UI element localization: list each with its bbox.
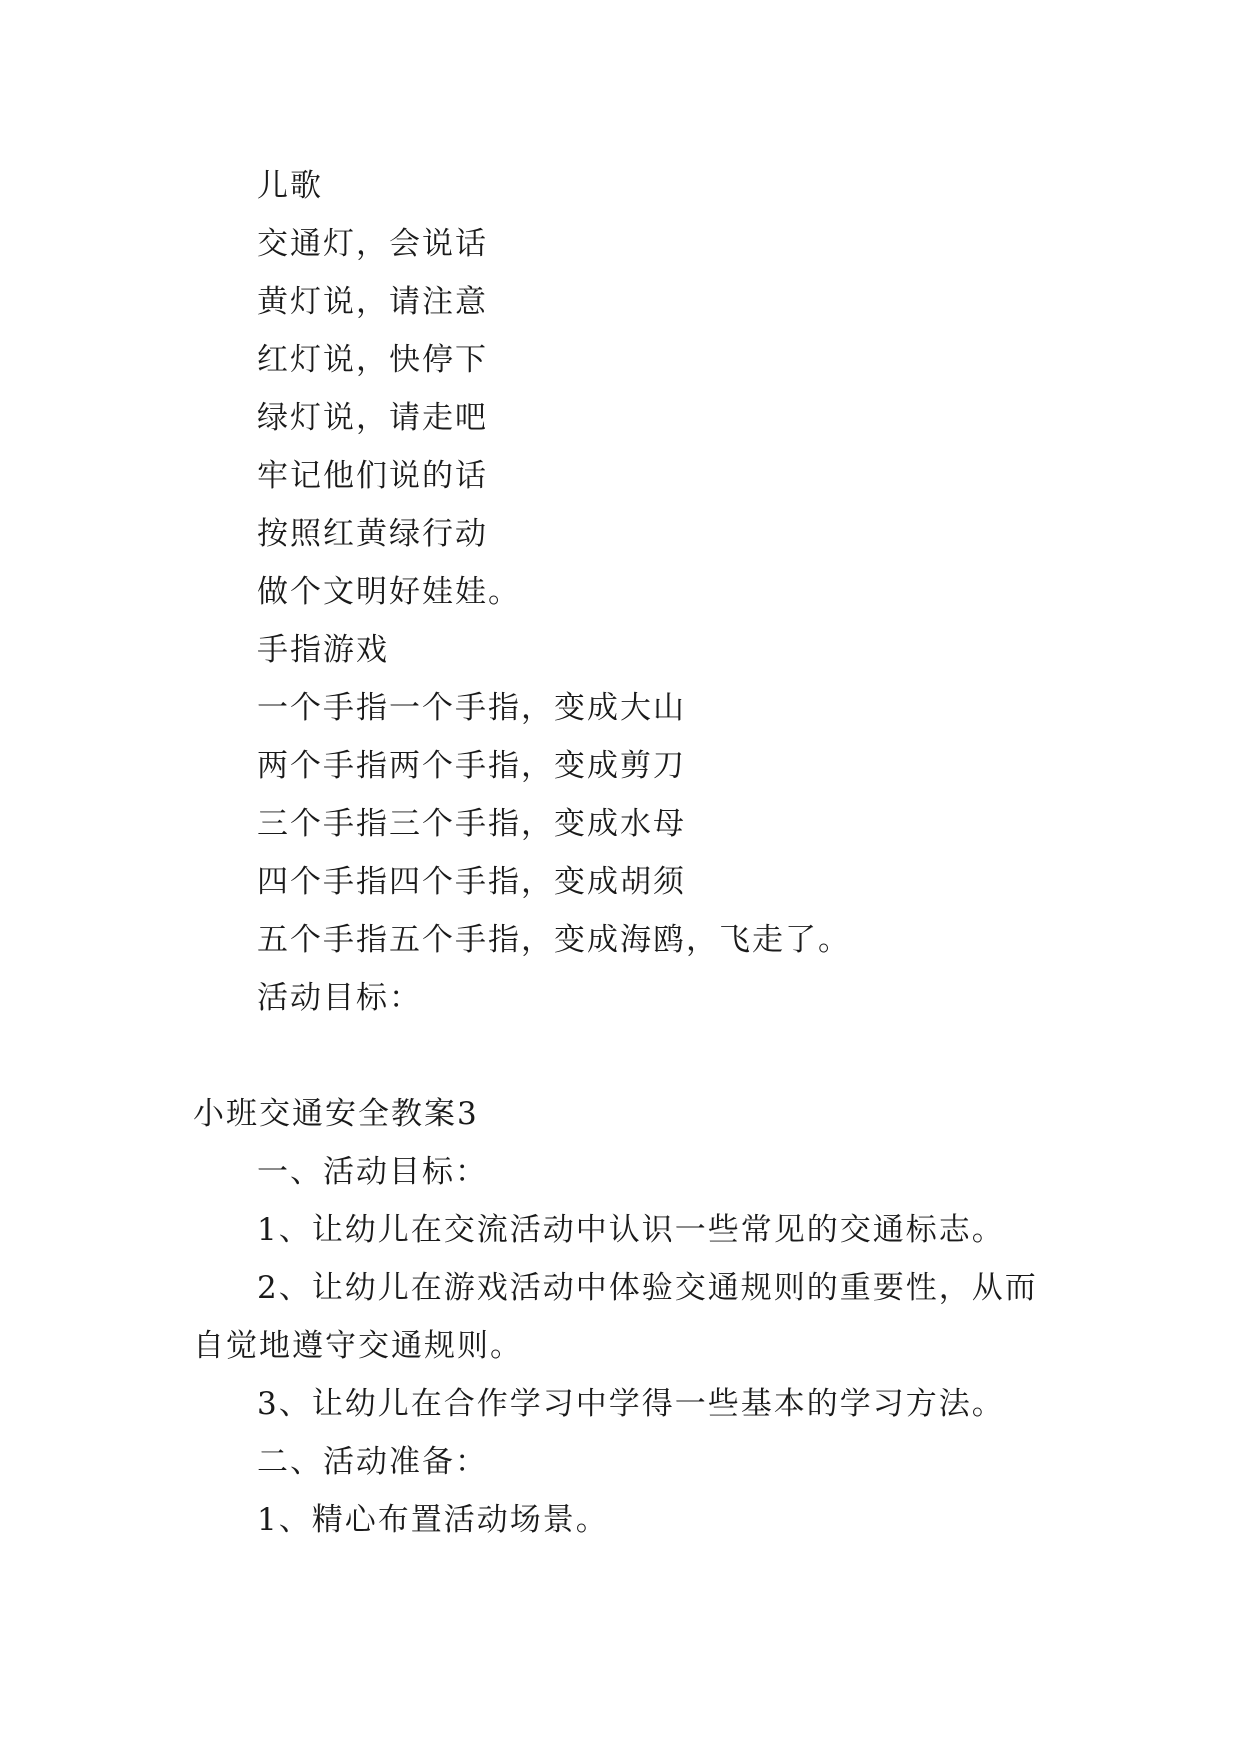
heading-goals: 一、活动目标： [257,1154,488,1190]
song-title: 儿歌 [257,168,323,204]
song-line: 绿灯说，请走吧 [257,400,488,436]
goal-item-continuation: 自觉地遵守交通规则。 [193,1328,523,1364]
preparation-item: 1、精心布置活动场景。 [257,1502,609,1538]
song-line: 红灯说，快停下 [257,342,488,378]
song-line: 黄灯说，请注意 [257,284,488,320]
goal-label: 活动目标： [257,980,422,1016]
song-line: 做个文明好娃娃。 [257,574,521,610]
game-title: 手指游戏 [257,632,389,668]
song-line: 牢记他们说的话 [257,458,488,494]
section-title: 小班交通安全教案3 [193,1096,479,1132]
game-line: 一个手指一个手指，变成大山 [257,690,686,726]
song-line: 交通灯，会说话 [257,226,488,262]
game-line: 两个手指两个手指，变成剪刀 [257,748,686,784]
song-line: 按照红黄绿行动 [257,516,488,552]
game-line: 四个手指四个手指，变成胡须 [257,864,686,900]
game-line: 五个手指五个手指，变成海鸥，飞走了。 [257,922,851,958]
goal-item: 2、让幼儿在游戏活动中体验交通规则的重要性，从而 [257,1270,1038,1306]
goal-item: 1、让幼儿在交流活动中认识一些常见的交通标志。 [257,1212,1005,1248]
game-line: 三个手指三个手指，变成水母 [257,806,686,842]
heading-preparation: 二、活动准备： [257,1444,488,1480]
goal-item: 3、让幼儿在合作学习中学得一些基本的学习方法。 [257,1386,1005,1422]
